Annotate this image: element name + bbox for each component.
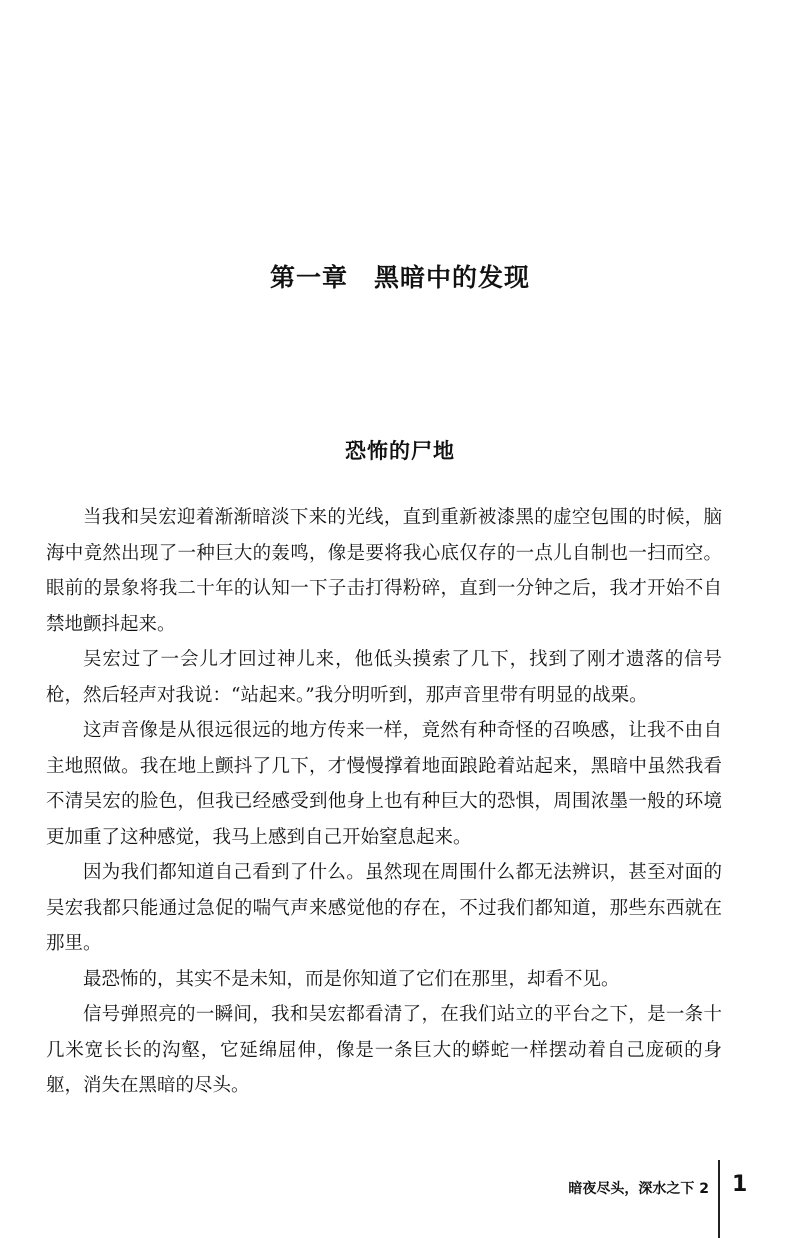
chapter-title: 第一章 黑暗中的发现: [269, 263, 530, 292]
body-text: [46, 500, 722, 1104]
paragraph: 最恐怖的，其实不是未知，而是你知道了它们在那里，却看不见。: [83, 968, 620, 990]
page-number: 1: [732, 1172, 748, 1197]
paragraph: 这声音像是从很远很远的地方传来一样，竟然有种奇怪的召唤感，让我不由自主地照做。我在地上颤抖了几下，才慢慢撑着地面踉跄着站起来，黑暗中虽然我看不清吴宏的脸色，但我已经感受到他身上也有种巨大的恐惧，周围浓墨一般的环境更加重了这种感觉，我马上感到自己开始窒息起来。: [46, 720, 722, 848]
paragraph: 信号弹照亮的一瞬间，我和吴宏都看清了，在我们站立的平台之下，是一条十几米宽长长的沟壑，它延绵屈伸，像是一条巨大的蟒蛇一样摆动着自己庞硕的身躯，消失在黑暗的尽头。: [46, 1004, 722, 1096]
paragraph: 吴宏过了一会儿才回过神儿来，他低头摸索了几下，找到了刚才遗落的信号枪，然后轻声对我说：“站起来。”我分明听到，那声音里带有明显的战栗。: [46, 649, 722, 706]
paragraph: 当我和吴宏迎着渐渐暗淡下来的光线，直到重新被漆黑的虚空包围的时候，脑海中竟然出现了一种巨大的轰鸣，像是要将我心底仅存的一点儿自制也一扫而空。眼前的景象将我二十年的认知一下子击打得粉碎，直到一分钟之后，我才开始不自禁地颤抖起来。: [46, 507, 722, 635]
section-title: 恐怖的尸地: [345, 439, 455, 463]
footer-divider: [718, 1160, 720, 1238]
paragraph: 因为我们都知道自己看到了什么。虽然现在周围什么都无法辨识，甚至对面的吴宏我都只能通过急促的喘气声来感觉他的存在，不过我们都知道，那些东西就在那里。: [46, 862, 722, 954]
running-footer-book-title: 暗夜尽头，深水之下 2: [568, 1181, 709, 1197]
